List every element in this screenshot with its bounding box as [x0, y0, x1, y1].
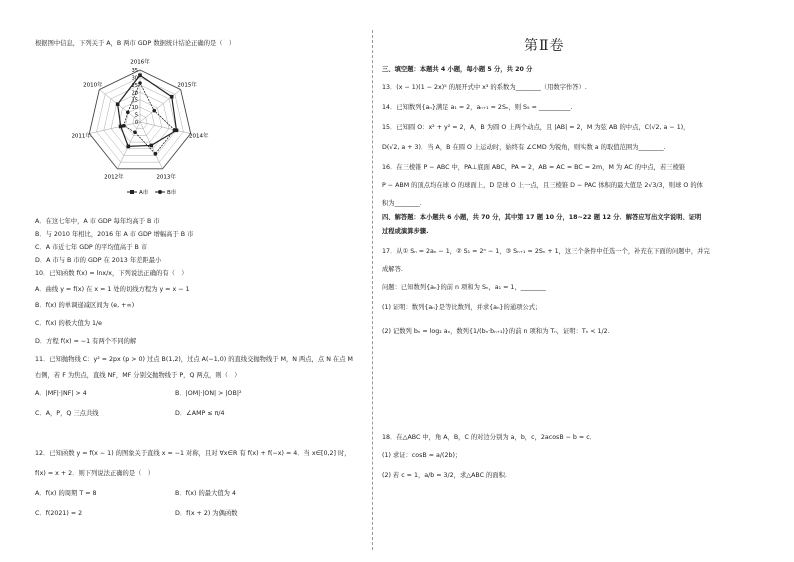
q16-line1: 16．在三棱锥 P − ABC 中，PA⊥底面 ABC，PA = 2，AB = AC = BC = 2m，M 为 AC 的中点，若三棱锥: [382, 164, 686, 171]
q17-line2: 成解答.: [382, 266, 403, 273]
legend-b-label: B市: [167, 190, 177, 196]
q12-option-c: C．f(2021) = 2: [35, 510, 83, 517]
series-a-point: [138, 73, 142, 77]
radar-tick-label: 20: [131, 90, 138, 97]
radar-points: [116, 73, 178, 155]
part4-heading-line1: 四、解答题：本小题共 6 小题，共 70 分，其中第 17 题 10 分，18~22 题 12 分．解答应写出文字说明、证明: [382, 214, 702, 221]
q11-option-b: B．|OM|·|ON| > |OB|²: [175, 390, 242, 397]
radar-tick-label: 10: [131, 105, 138, 112]
q17-line1: 17．从① Sₙ = 2aₙ − 1，② S₁ = 2ⁿ − 1，③ Sₙ₊₁ = 2Sₙ + 1，这三个条件中任选一个，补充在下面的问题中，并完: [382, 248, 710, 255]
series-b-point: [122, 124, 126, 128]
series-a-point: [116, 102, 120, 106]
series-a-point: [149, 144, 153, 148]
q9-option-b: B．与 2010 年相比，2016 年 A 市 GDP 增幅高于 B 市: [35, 231, 194, 238]
radar-year-label: 2010年: [83, 82, 103, 89]
radar-axis-line: [140, 122, 191, 134]
q12-stem-line2: f(x) = x + 2．则下列说法正确的是（ ）: [35, 470, 155, 477]
radar-year-label: 2014年: [189, 133, 209, 140]
radar-tick-label: 15: [131, 97, 138, 104]
q11-stem-line2: 右侧，若 F 为焦点，直线 NF，MF 分别交抛物线于 P，Q 两点，则（ ）: [35, 372, 241, 379]
radar-year-label: 2011年: [71, 133, 91, 140]
radar-tick-label: 30: [131, 75, 138, 82]
q9-option-c: C．A 市近七年 GDP 的平均值高于 B 市: [35, 244, 148, 251]
legend-a-label: A市: [139, 190, 149, 196]
series-b-point: [173, 128, 177, 132]
q15-line2: D(√2, a + 3)．当 A，B 在圆 O 上运动时，始终有 ∠CMD 为锐角，则实数 a 的取值范围为________.: [382, 144, 666, 151]
q12-stem-line1: 12．已知函数 y = f(x − 1) 的图象关于直线 x = −1 对称，且对 ∀x∈R 有 f(x) + f(−x) = 4．当 x∈[0,2] 时，: [35, 450, 351, 457]
radar-tick-label: 0: [134, 120, 138, 126]
radar-tick-label: 25: [131, 82, 138, 89]
series-a-point: [119, 125, 123, 129]
q12-option-d: D．f(x + 2) 为偶函数: [175, 510, 238, 517]
radar-axis-line: [89, 122, 140, 134]
series-b-point: [154, 152, 158, 156]
q18-line3: (2) 若 c = 1，a/b = 3/2，求△ABC 的面积.: [382, 472, 507, 479]
radar-year-label: 2015年: [177, 82, 197, 89]
q18-line1: 18．在△ABC 中，角 A，B，C 的对边分别为 a，b，c，2acosB − b = c．: [382, 434, 596, 441]
q16-line3: 积为________.: [382, 200, 422, 207]
radar-tick-labels: [132, 68, 138, 126]
radar-legend: [127, 188, 177, 196]
q9-option-a: A．在这七年中，A 市 GDP 每年均高于 B 市: [35, 218, 160, 225]
series-b-point: [126, 110, 130, 114]
radar-tick-label: 35: [131, 68, 138, 74]
q17-line5: (2) 记数列 bₙ = log₂ aₙ，数列{1/(bₙ·bₙ₊₁)}的前 n 项和为 Tₙ，证明：Tₙ < 1/2.: [382, 328, 610, 335]
q10-option-c: C．f(x) 的极大值为 1/e: [35, 320, 103, 327]
radar-year-label: 2012年: [104, 174, 124, 181]
q16-line2: P − ABM 的顶点均在球 O 的球面上，D 是球 O 上一点，且三棱锥 D − PAC 体积的最大值是 2√3/3，则球 O 的体: [382, 182, 703, 189]
part3-heading: 三、填空题：本题共 4 小题，每小题 5 分，共 20 分: [382, 66, 533, 73]
q10-stem: 10．已知函数 f(x) = lnx/x，下列说法正确的有（ ）: [35, 270, 188, 277]
q12-option-b: B．f(x) 的最大值为 4: [175, 490, 236, 497]
radar-year-label: 2013年: [156, 174, 176, 181]
series-a-point: [170, 95, 174, 99]
q13: 13．(x − 1)(1 − 2x)⁵ 的展开式中 x³ 的系数为________（用数字作答）.: [382, 84, 587, 91]
q15-line1: 15．已知圆 O：x² + y² = 2，A，B 为圆 O 上两个动点，且 |AB| = 2，M 为弦 AB 的中点，C(√2, a − 1)，: [382, 124, 690, 131]
q10-option-a: A．曲线 y = f(x) 在 x = 1 处的切线方程为 y = x − 1: [35, 286, 190, 293]
series-b-point: [133, 131, 137, 135]
q9-stem: 根据图中信息，下列关于 A，B 两市 GDP 数据统计结论正确的是（ ）: [35, 40, 236, 47]
q11-option-a: A．|MF|·|NF| > 4: [35, 390, 87, 397]
radar-tick-label: 5: [134, 112, 138, 119]
q11-stem-line1: 11．已知抛物线 C：y² = 2px (p > 0) 过点 B(1,2)，过点 A(−1,0) 的直线交抛物线于 M，N 两点，点 N 在点 M: [35, 356, 353, 363]
q9-option-d: D．A 市与 B 市的 GDP 在 2013 年差距最小: [35, 257, 162, 264]
section-title: 第Ⅱ卷: [524, 38, 565, 54]
q14: 14．已知数列{aₙ}满足 a₁ = 2，aₙ₊₁ = 2Sₙ，则 S₅ = __________.: [382, 104, 573, 111]
q10-option-b: B．f(x) 的单调递减区间为 (e, +∞): [35, 302, 135, 309]
part4-heading-line2: 过程或演算步骤.: [382, 228, 429, 235]
column-divider: [372, 30, 373, 550]
q12-option-a: A．f(x) 的周期 T = 8: [35, 490, 97, 497]
q17-line3: 问题：已知数列{aₙ}的前 n 项和为 Sₙ，a₁ = 1，________: [382, 284, 546, 291]
q18-line2: (1) 求证：cosB = a/(2b)；: [382, 452, 462, 459]
q11-option-c: C．A，P，Q 三点共线: [35, 410, 99, 417]
series-b-point: [138, 81, 142, 85]
radar-year-label: 2016年: [130, 59, 150, 66]
q11-option-d: D．∠AMP ≤ π/4: [175, 410, 225, 417]
q17-line4: (1) 证明：数列{aₙ}是等比数列，并求{aₙ}的通项公式；: [382, 304, 542, 311]
q10-option-d: D．方程 f(x) = −1 有两个不同的解: [35, 338, 137, 345]
series-b-point: [152, 109, 156, 113]
series-a-point: [126, 145, 130, 149]
radar-chart: [55, 52, 225, 200]
